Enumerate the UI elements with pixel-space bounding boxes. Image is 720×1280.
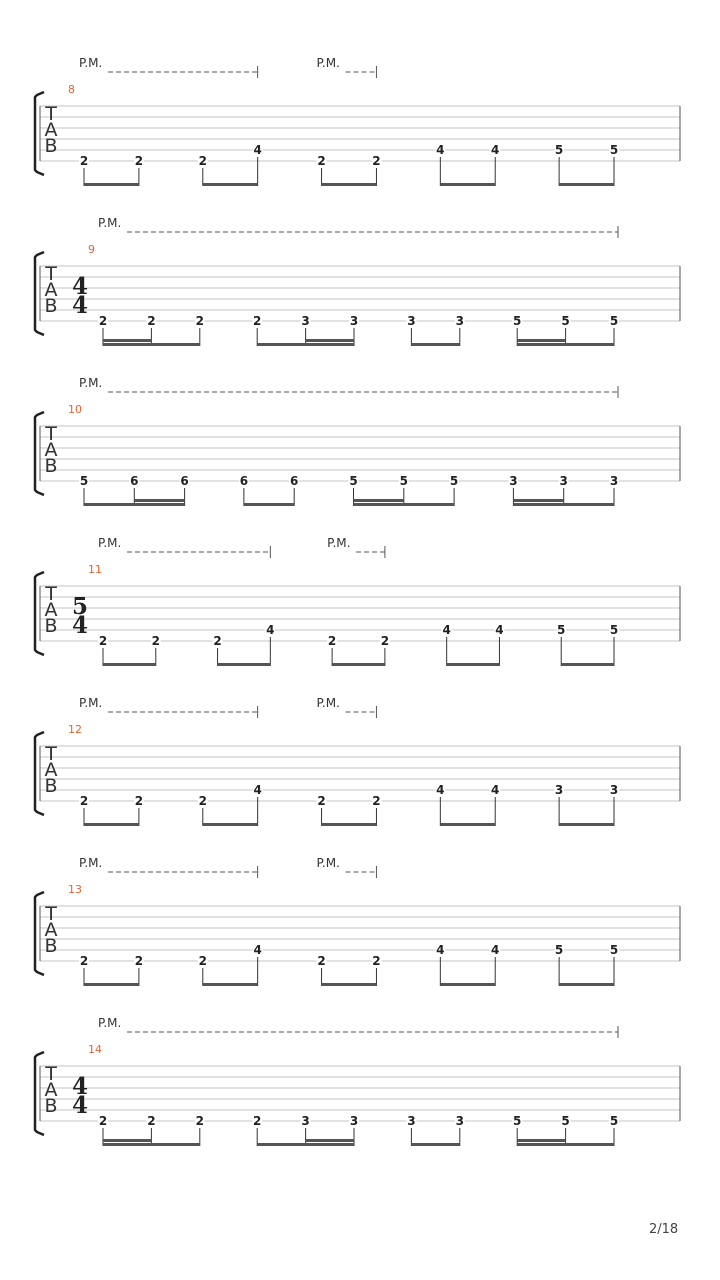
tab-clef-letter: B [44, 1095, 58, 1117]
fret-number: 2 [372, 954, 381, 968]
fret-number: 2 [253, 314, 262, 328]
beam [84, 823, 139, 826]
tab-clef-letter: B [44, 455, 58, 477]
time-signature-digit: 4 [71, 1092, 89, 1119]
beam [257, 343, 354, 346]
fret-number: 2 [147, 1114, 156, 1128]
fret-number: 3 [455, 314, 464, 328]
tab-clef-letter: A [44, 279, 58, 301]
fret-number: 6 [290, 474, 299, 488]
fret-number: 4 [436, 783, 445, 797]
beam [134, 499, 184, 502]
measure-number: 8 [68, 83, 75, 96]
beam [561, 663, 614, 666]
fret-number: 4 [436, 143, 445, 157]
fret-number: 2 [134, 154, 144, 168]
fret-number: 2 [198, 954, 207, 968]
fret-number: 2 [317, 154, 326, 168]
fret-number: 3 [509, 474, 518, 488]
fret-number: 3 [407, 314, 416, 328]
tab-clef-letter: T [45, 903, 57, 925]
fret-number: 5 [449, 474, 459, 488]
palm-mute-label: P.M. [327, 536, 351, 550]
fret-number: 2 [147, 314, 156, 328]
fret-number: 5 [609, 943, 619, 957]
fret-number: 2 [98, 1114, 108, 1128]
time-signature-digit: 4 [71, 273, 89, 300]
beam [354, 503, 455, 506]
beam [203, 983, 258, 986]
tab-clef-letter: A [44, 919, 58, 941]
fret-number: 2 [317, 954, 326, 968]
tab-system [35, 696, 680, 826]
tab-clef-letter: T [45, 423, 57, 445]
fret-number: 4 [266, 623, 275, 637]
beam [559, 823, 614, 826]
measure-number: 14 [88, 1043, 102, 1056]
fret-number: 2 [317, 794, 326, 808]
tab-system [35, 536, 680, 666]
fret-number: 3 [609, 474, 619, 488]
fret-number: 5 [609, 623, 619, 637]
fret-number: 4 [253, 143, 262, 157]
time-signature-digit: 4 [71, 292, 89, 319]
tab-clef-letter: B [44, 615, 58, 637]
tab-clef-letter: A [44, 1079, 58, 1101]
fret-number: 3 [349, 314, 359, 328]
tab-clef-letter: A [44, 599, 58, 621]
palm-mute-label: P.M. [79, 56, 103, 70]
fret-number: 4 [491, 783, 500, 797]
beam [559, 983, 614, 986]
fret-number: 3 [407, 1114, 416, 1128]
fret-number: 2 [79, 154, 89, 168]
fret-number: 5 [399, 474, 408, 488]
fret-number: 2 [151, 634, 160, 648]
palm-mute-label: P.M. [79, 696, 103, 710]
tab-clef-letter: B [44, 135, 58, 157]
tab-clef-letter: B [44, 775, 58, 797]
measure-number: 11 [88, 563, 102, 576]
beam [517, 343, 614, 346]
palm-mute-label: P.M. [79, 856, 103, 870]
fret-number: 4 [491, 943, 500, 957]
fret-number: 3 [301, 314, 310, 328]
time-signature-digit: 4 [71, 612, 89, 639]
fret-number: 4 [442, 623, 451, 637]
beam [203, 823, 258, 826]
fret-number: 5 [349, 474, 358, 488]
fret-number: 3 [554, 783, 564, 797]
beam [103, 343, 200, 346]
tab-system [35, 1016, 680, 1146]
tab-system [35, 856, 680, 986]
fret-number: 2 [195, 1114, 204, 1128]
fret-number: 2 [213, 634, 222, 648]
palm-mute-label: P.M. [316, 856, 340, 870]
beam [411, 343, 459, 346]
fret-number: 6 [130, 474, 139, 488]
tab-clef-letter: T [45, 743, 57, 765]
beam [103, 1143, 200, 1146]
beam [411, 1143, 459, 1146]
beam [354, 499, 404, 502]
fret-number: 4 [253, 943, 262, 957]
fret-number: 2 [134, 794, 144, 808]
beam [440, 983, 495, 986]
fret-number: 4 [253, 783, 262, 797]
fret-number: 2 [134, 954, 144, 968]
beam [322, 183, 377, 186]
measure-number: 10 [68, 403, 82, 416]
fret-number: 3 [609, 783, 619, 797]
time-signature-digit: 5 [71, 593, 89, 620]
fret-number: 2 [79, 954, 89, 968]
beam [517, 1143, 614, 1146]
beam [84, 983, 139, 986]
fret-number: 2 [372, 794, 381, 808]
beam [513, 499, 563, 502]
tab-clef-letter: T [45, 583, 57, 605]
fret-number: 5 [557, 623, 566, 637]
beam [332, 663, 385, 666]
fret-number: 3 [301, 1114, 310, 1128]
fret-number: 5 [554, 143, 564, 157]
fret-number: 2 [372, 154, 381, 168]
fret-number: 2 [198, 154, 207, 168]
fret-number: 4 [495, 623, 504, 637]
beam [244, 503, 294, 506]
beam [84, 503, 185, 506]
fret-number: 6 [239, 474, 249, 488]
tab-clef-letter: A [44, 759, 58, 781]
palm-mute-label: P.M. [316, 56, 340, 70]
measure-number: 12 [68, 723, 82, 736]
fret-number: 5 [609, 1114, 619, 1128]
fret-number: 2 [98, 634, 108, 648]
fret-number: 5 [609, 143, 619, 157]
tab-clef-letter: B [44, 935, 58, 957]
beam [203, 183, 258, 186]
beam [447, 663, 500, 666]
beam [322, 983, 377, 986]
measure-number: 13 [68, 883, 82, 896]
fret-number: 6 [180, 474, 189, 488]
beam [440, 823, 495, 826]
fret-number: 4 [436, 943, 445, 957]
tab-system [35, 56, 680, 186]
measure-number: 9 [88, 243, 95, 256]
fret-number: 5 [609, 314, 619, 328]
beam [440, 183, 495, 186]
beam [103, 663, 156, 666]
tab-clef-letter: B [44, 295, 58, 317]
palm-mute-label: P.M. [79, 376, 103, 390]
fret-number: 3 [559, 474, 568, 488]
tab-system [35, 216, 680, 346]
beam [517, 1139, 565, 1142]
tab-clef-letter: A [44, 439, 58, 461]
palm-mute-label: P.M. [98, 216, 122, 230]
fret-number: 5 [79, 474, 89, 488]
fret-number: 2 [198, 794, 207, 808]
fret-number: 5 [561, 314, 570, 328]
time-signature-digit: 4 [71, 1073, 89, 1100]
palm-mute-label: P.M. [98, 536, 122, 550]
fret-number: 5 [513, 1114, 522, 1128]
beam [513, 503, 614, 506]
fret-number: 2 [79, 794, 89, 808]
fret-number: 2 [98, 314, 108, 328]
palm-mute-label: P.M. [316, 696, 340, 710]
beam [84, 183, 139, 186]
beam [103, 339, 151, 342]
beam [218, 663, 271, 666]
beam [517, 339, 565, 342]
tab-clef-letter: T [45, 263, 57, 285]
beam [322, 823, 377, 826]
beam [306, 339, 354, 342]
beam [306, 1139, 354, 1142]
beam [559, 183, 614, 186]
fret-number: 5 [513, 314, 522, 328]
fret-number: 2 [253, 1114, 262, 1128]
palm-mute-label: P.M. [98, 1016, 122, 1030]
fret-number: 5 [561, 1114, 570, 1128]
fret-number: 2 [195, 314, 204, 328]
beam [103, 1139, 151, 1142]
fret-number: 5 [554, 943, 564, 957]
tab-clef-letter: T [45, 103, 57, 125]
fret-number: 3 [349, 1114, 359, 1128]
page-number: 2/18 [649, 1222, 679, 1237]
tab-clef-letter: T [45, 1063, 57, 1085]
fret-number: 4 [491, 143, 500, 157]
tab-system [35, 376, 680, 506]
fret-number: 3 [455, 1114, 464, 1128]
fret-number: 2 [380, 634, 390, 648]
fret-number: 2 [327, 634, 337, 648]
tab-clef-letter: A [44, 119, 58, 141]
beam [257, 1143, 354, 1146]
